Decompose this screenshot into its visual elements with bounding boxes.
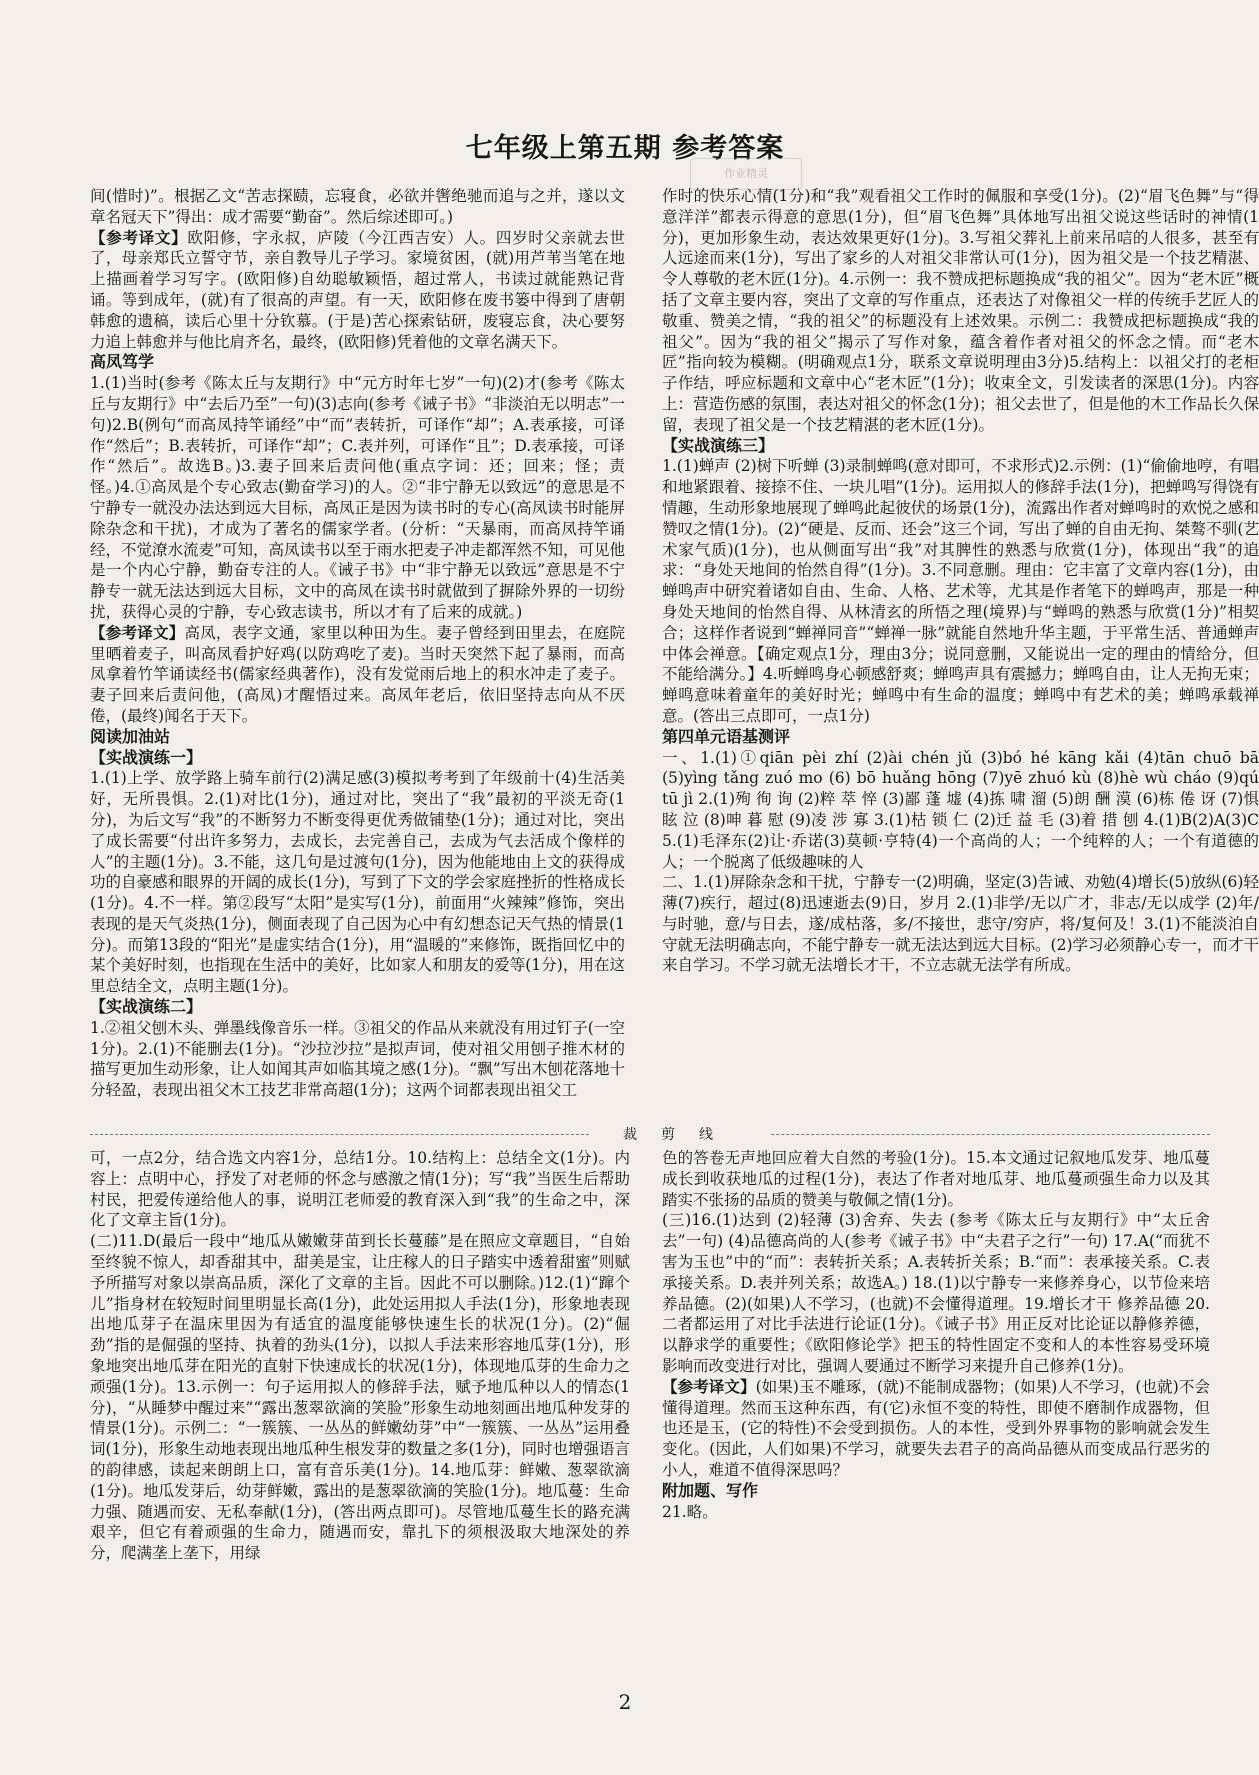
answer-paragraph: [662, 1148, 1210, 1210]
paragraph-text: 二、1.(1)屏除杂念和干扰，宁静专一(2)明确，坚定(3)告诫、劝勉(4)增长(5)放纵(6)轻薄(7)疾行，超过(8)迅速逝去(9)日，岁月 2.(1)非学/无以广才，非志/无以成学 (2)年/与时驰，意/与日去，遂/成枯落，多/不接世，悲守/穷庐，将/复何及！3.(1)不能淡泊自守就无法明确志向，不能宁静专一就无法达到远大目标。(2)学习必须静心专一，而才干来自学习。不学习就无法增长才干，不立志就无法学有所成。: [662, 873, 1259, 975]
section-heading: 【实战演练二】: [90, 997, 203, 1017]
watermark-stamp: 作业精灵: [690, 158, 802, 190]
paragraph-text: 可，一点2分，结合选文内容1分，总结1分。10.结构上：总结全文(1分)。内容上：点明中心，抒发了对老师的怀念与感激之情(1分)；写“我”当医生后帮助村民，把爱传递给他人的事，说明江老师爱的教育深入到“我”的生命之中，深化了文章主旨(1分)。: [90, 1149, 630, 1230]
section-heading: 【实战演练一】: [90, 747, 203, 767]
answer-paragraph: [662, 1210, 1210, 1376]
paragraph-text: 高凤，表字文通，家里以种田为生。妻子曾经到田里去，在庭院里晒着麦子，叫高凤看护好鸡(以防鸡吃了麦)。当时天突然下起了暴雨，而高凤拿着竹竿诵读经书(儒家经典著作)，没有发觉雨后地上的积水冲走了麦子。妻子回来后责问他，(高凤)才醒悟过来。高凤年老后，依旧坚持志向从不厌倦，(最终)闻名于天下。: [90, 623, 625, 725]
translation-label: 【参考译文】: [90, 228, 188, 247]
answer-paragraph: [662, 1502, 1210, 1523]
answer-paragraph: [662, 186, 1259, 436]
paragraph-text: (二)11.D(最后一段中“地瓜从嫩嫩芽苗到长长蔓藤”是在照应文章题目，“自始至终貌不惊人，却香甜其中，甜美是宝，让庄稼人的日子踏实中透着甜蜜”则赋予所描写对象以崇高品质，深化了文章的主旨。因此不可以删除。)12.(1)“蹿个儿”指身材在较短时间里明显长高(1分)，此处运用拟人手法(1分)，形象地表现出地瓜芽子在温床里因为有适宜的温度能够快速生长的状况(1分)。(2)“倔劲”指的是倔强的坚持、执着的劲头(1分)，以拟人手法来形容地瓜芽(1分)，形象地突出地瓜芽在阳光的直射下快速成长的状况(1分)，体现地瓜芽的生命力之顽强(1分)。13.示例一：句子运用拟人的修辞手法，赋予地瓜种以人的情态(1分)，“从睡梦中醒过来”“露出葱翠欲滴的笑脸”形象生动地刻画出地瓜种发芽的情景(1分)。示例二：“一簇簇、一丛丛的鲜嫩幼芽”中“一簇簇、一丛丛”运用叠词(1分)，形象生动地表现出地瓜种生根发芽的数量之多(1分)，同时也增强语言的韵律感，读起来朗朗上口，富有音乐美(1分)。14.地瓜芽：鲜嫩、葱翠欲滴(1分)。地瓜发芽后，幼芽鲜嫩，露出的是葱翠欲滴的笑脸(1分)。地瓜蔓：生命力强、随遇而安、无私奉献(1分)，(答出两点即可)。尽管地瓜蔓生长的路充满艰辛，但它有着顽强的生命力，随遇而安，靠扎下的须根汲取大地深处的养分，爬满垄上垄下，用绿: [90, 1232, 630, 1563]
paragraph-text: (三)16.(1)达到 (2)轻薄 (3)舍弃、失去 (参考《陈太丘与友期行》中“太丘舍去”一句) (4)品德高尚的人(参考《诫子书》中“夫君子之行”一句) 17.A(“而犹不害为玉也”中的“而”：表转折关系；A.表转折关系；B.“而”：表承接关系。C.表承接关系。D.表并列关系；故选A。) 18.(1)以宁静专一来修养身心，以节俭来培养品德。(2)(如果)人不学习，(也就)不会懂得道理。19.增长才干 修养品德 20.二者都运用了对比手法进行论证(1分)。《诫子书》用正反对比论证以静修养德，以静求学的重要性；《欧阳修论学》把玉的特性固定不变和人的本性容易受环境影响而改变进行对比，强调人要通过不断学习来提升自己修养(1分)。: [662, 1211, 1210, 1375]
paragraph-text: 1.(1)蝉声 (2)树下听蝉 (3)录制蝉鸣(意对即可，不求形式)2.示例：(1)“偷偷地哼，有唱和地紧跟着、接捺不住、一块儿唱”(1分)。运用拟人的修辞手法(1分)，把蝉鸣写得饶有情趣，生动形象地展现了蝉鸣此起彼伏的场景(1分)，流露出作者对蝉鸣时的欢悦之感和赞叹之情(1分)。(2)“硬是、反而、还会”这三个词，写出了蝉的自由无拘、桀骜不驯(艺术家气质)(1分)，也从侧面写出“我”对其脾性的熟悉与欣赏(1分)，体现出“我”的追求：“身处天地间的怡然自得”(1分)。3.不同意删。理由：它丰富了文章内容(1分)，由蝉鸣声中研究着诸如自由、生命、人格、艺术等，尤其是作者笔下的蝉鸣声，那是一种身处天地间的怡然自得、从林清玄的所悟之理(境界)与“蝉鸣的熟悉与欣赏(1分)”相契合；这样作者说到“蝉禅同音”“蝉禅一脉”就能自然地升华主题，于平常生活、普通蝉声中体会禅意。【确定观点1分，理由3分；说同意删，又能说出一定的理由的情给分，但不能给满分。】4.听蝉鸣身心顿感舒爽；蝉鸣声具有震撼力；蝉鸣自由，让人无拘无束；蝉鸣意味着童年的美好时光；蝉鸣中有生命的温度；蝉鸣中有艺术的美；蝉鸣承载禅意。(答出三点即可，一点1分): [662, 457, 1259, 725]
answer-paragraph: [90, 1018, 625, 1101]
section-heading: 高凤笃学: [90, 352, 155, 372]
answer-paragraph: [90, 1231, 630, 1564]
translation-label: 【参考译文】: [662, 1377, 756, 1396]
translation-label: 【参考译文】: [90, 623, 185, 642]
paragraph-text: 间(惜时)”。根据乙文“苦志探赜，忘寝食，必欲并辔绝驰而追与之并，遂以文章名冠天下”得出：成才需要“勤奋”。然后综述即可。): [90, 187, 625, 226]
section-heading: 【实战演练三】: [662, 435, 775, 455]
answer-paragraph: [90, 623, 625, 727]
answer-paragraph: [90, 228, 625, 353]
top-right-column: [662, 186, 1259, 1024]
answer-paragraph: [90, 1148, 630, 1231]
paragraph-text: 色的答卷无声地回应着大自然的考验(1分)。15.本文通过记叙地瓜发芽、地瓜蔓成长到收获地瓜的过程(1分)，表达了作者对地瓜芽、地瓜蔓顽强生命力以及其踏实不张扬的品质的赞美与敬佩之情(1分)。: [662, 1149, 1210, 1209]
cut-line: [90, 1124, 1210, 1144]
answer-paragraph: [662, 872, 1259, 976]
page-number: 2: [618, 1690, 632, 1714]
answer-paragraph: [662, 456, 1259, 726]
paragraph-text: 一、1.(1)①qiān pèi zhí (2)ài chén jǔ (3)bó hé kāng kǎi (4)tān chuō bā (5)yìng tǎng zuó mo (6) bō huǎng hōng (7)yē zhuó kù (8)hè wù cháo (9)qú tū jì 2.(1)殉 徇 询 (2)粹 萃 悴 (3)鄙 蓬 墟 (4)拣 啸 溜 (5)朗 酬 漠 (6)栋 倦 讶 (7)惧 眩 泣 (8)呻 暮 慰 (9)凌 涉 寡 3.(1)枯 锁 仁 (2)迁 益 毛 (3)着 措 刨 4.(1)B(2)A(3)C 5.(1)毛泽东(2)让·乔诺(3)莫顿·亨特(4)一个高尚的人；一个纯粹的人；一个有道德的人；一个脱离了低级趣味的人: [662, 748, 1259, 871]
page-title: 七年级上第五期 参考答案: [465, 133, 785, 164]
answer-paragraph: [90, 373, 625, 623]
section-heading: 阅读加油站: [90, 726, 171, 746]
answer-paragraph: [90, 186, 625, 228]
cut-line-label: 裁剪线: [590, 1124, 770, 1144]
paragraph-text: (如果)玉不雕琢，(就)不能制成器物；(如果)人不学习，(也就)不会懂得道理。然而玉这种东西，有(它)永恒不变的特性，即使不磨制作成器物，但也还是玉，(它的特性)不会受到损伤。人的本性，受到外界事物的影响就会发生变化。(因此，人们如果)不学习，就要失去君子的高尚品德从而变成品行恶劣的小人，难道不值得深思吗？: [662, 1377, 1210, 1479]
paragraph-text: 欧阳修，字永叔，庐陵（今江西吉安）人。四岁时父亲就去世了，母亲郑氏立誓守节，亲自教导儿子学习。家境贫困，(就)用芦苇当笔在地上描画着学习写字。(欧阳修)自幼聪敏颖悟，超过常人，书读过就能熟记背诵。等到成年，(就)有了很高的声望。有一天，欧阳修在废书篓中得到了唐朝韩愈的遗稿，读后心里十分钦慕。(于是)苦心探索钻研，废寝忘食，决心要努力追上韩愈并与他比肩齐名，最终，(欧阳修)凭着他的文章名满天下。: [90, 228, 625, 351]
bottom-right-column: [662, 1148, 1210, 1663]
paragraph-text: 21.略。: [662, 1502, 718, 1521]
section-heading: 附加题、写作: [662, 1480, 759, 1500]
section-heading: 第四单元语基测评: [662, 726, 791, 746]
paragraph-text: 1.(1)上学、放学路上骑车前行(2)满足感(3)模拟考考到了年级前十(4)生活美好，无所畏惧。2.(1)对比(1分)，通过对比，突出了“我”最初的平淡无奇(1分)，为后文写“我”的不断努力不断变得更优秀做铺垫(1分)；通过对比，突出了成长需要“付出许多努力，去成长，去完善自己，去成为气去活成个像样的人”的主题(1分)。3.不能，这几句是过渡句(1分)，因为他能地由上文的获得成功的自豪感和眼界的开阔的成长(1分)，写到了下文的学会家庭挫折的性格成长(1分)。4.不一样。第②段写“太阳”是实写(1分)，前面用“火辣辣”修饰，突出表现的是天气炎热(1分)，侧面表现了自己因为心中有幻想态记天气热的情景(1分)。而第13段的“阳光”是虚实结合(1分)，用“温暖的”来修饰，既指回忆中的某个美好时刻，也指现在生活中的美好，比如家人和朋友的爱等(1分)，用在这里总结全文，点明主题(1分)。: [90, 769, 625, 996]
paragraph-text: 1.(1)当时(参考《陈太丘与友期行》中“元方时年七岁”一句)(2)才(参考《陈太丘与友期行》中“去后乃至”一句)(3)志向(参考《诫子书》“非淡泊无以明志”一句)2.B(例句“而高凤持竿诵经”中“而”表转折，可译作“却”；A.表承接，可译作“然后”；B.表转折，可译作“却”；C.表并列，可译作“且”；D.表承接，可译作“然后”。故选B。)3.妻子回来后责问他(重点字词：还；回来；怪；责怪。)4.①高凤是个专心致志(勤奋学习)的人。②“非宁静无以致远”的意思是不宁静专一就没办法达到远大目标，高凤正是因为读书时的专心(高凤读书时能屏除杂念和干扰)，才成为了著名的儒家学者。(分析：“天暴雨，而高凤持竿诵经，不觉潦水流麦”可知，高凤读书以至于雨水把麦子冲走都浑然不知，可见他是一个内心宁静，勤奋专注的人。《诫子书》中“非宁静无以致远”意思是不宁静专一就无法达到远大目标，文中的高凤在读书时就做到了摒除外界的一切纷扰，获得心灵的宁静，专心致志读书，所以才有了后来的成就。): [90, 374, 625, 621]
answer-paragraph: [662, 1377, 1210, 1481]
bottom-left-column: [90, 1148, 630, 1663]
paragraph-text: 1.②祖父刨木头、弹墨线像音乐一样。③祖父的作品从来就没有用过钉子(一空1分)。2.(1)不能删去(1分)。“沙拉沙拉”是拟声词，使对祖父用刨子推木材的描写更加生动形象，让人如闻其声如临其境之感(1分)。“飘”写出木刨花落地十分轻盈，表现出祖父木工技艺非常高超(1分)；这两个词都表现出祖父工: [90, 1018, 625, 1100]
paragraph-text: 作时的快乐心情(1分)和“我”观看祖父工作时的佩服和享受(1分)。(2)“眉飞色舞”与“得意洋洋”都表示得意的意思(1分)，但“眉飞色舞”具体地写出祖父说这些话时的神情(1分)，更加形象生动，表达效果更好(1分)。3.写祖父葬礼上前来吊唁的人很多，甚至有人远途而来(1分)，写出了家乡的人对祖父非常认可(1分)，因为祖父是一个技艺精湛、令人尊敬的老木匠(1分)。4.示例一：我不赞成把标题换成“我的祖父”。因为“老木匠”概括了文章主要内容，突出了文章的写作重点，还表达了对像祖父一样的传统手艺匠人的敬重、赞美之情，“我的祖父”的标题没有上述效果。示例二：我赞成把标题换成“我的祖父”。因为“我的祖父”揭示了写作对象，蕴含着作者对祖父的怀念之情。而“老木匠”指向较为模糊。(明确观点1分，联系文章说明理由3分)5.结构上：以祖父打的老柜子作结，呼应标题和文章中心“老木匠”(1分)；收束全文，引发读者的深思(1分)。内容上：营造伤感的氛围，表达对祖父的怀念(1分)；祖父去世了，但是他的木工作品长久保留，表现了祖父是一个技艺精湛的老木匠(1分)。: [662, 187, 1259, 434]
answer-paragraph: [662, 748, 1259, 873]
top-left-column: [90, 186, 625, 1100]
answer-paragraph: [90, 768, 625, 997]
